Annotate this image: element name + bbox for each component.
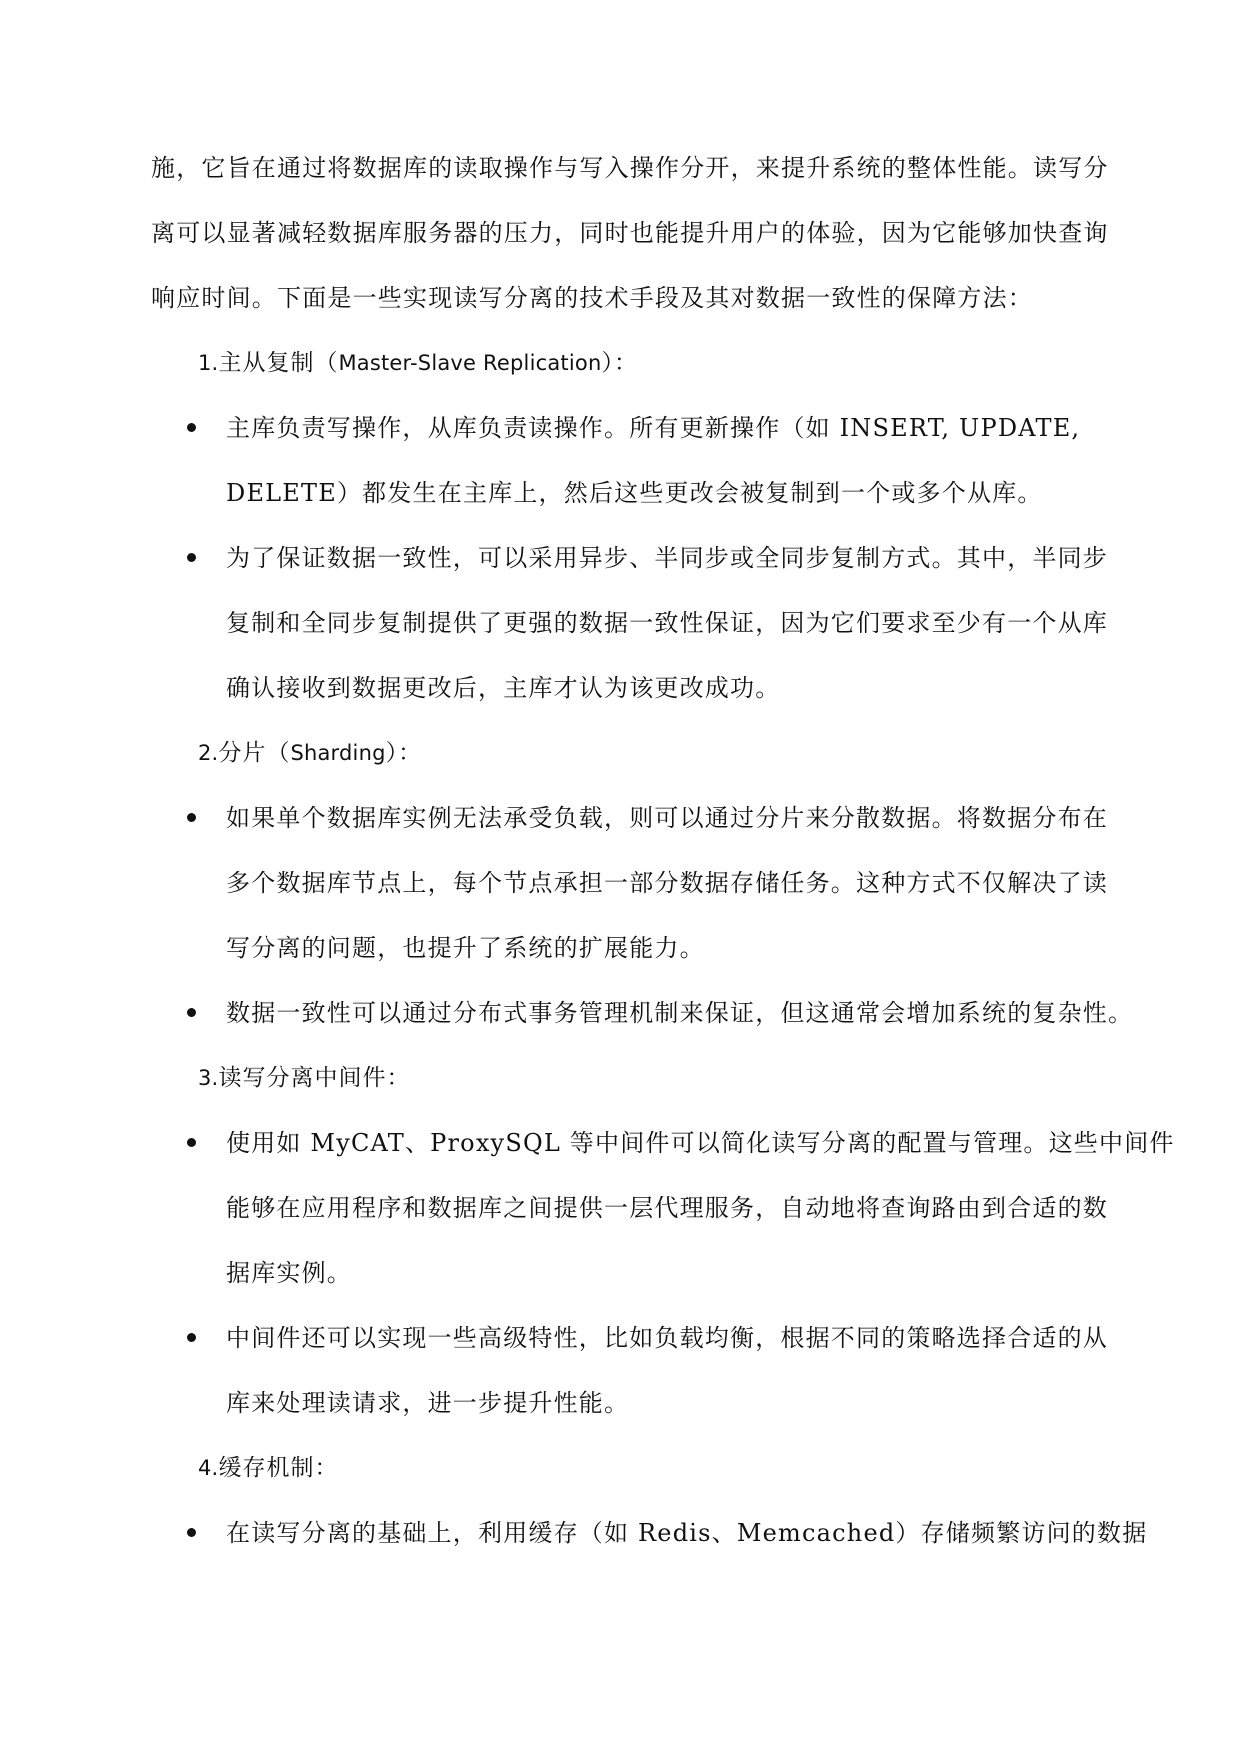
section-title-latin: Sharding: [290, 741, 386, 765]
bullet-text-line: 据库实例。: [226, 1259, 352, 1287]
bullet-icon: [187, 553, 196, 562]
bullet-text-line: 主库负责写操作，从库负责读操作。所有更新操作（如 INSERT, UPDATE,: [226, 414, 1081, 442]
section-title-latin: Master-Slave Replication: [338, 351, 602, 375]
bullet-text-line: 数据一致性可以通过分布式事务管理机制来保证，但这通常会增加系统的复杂性。: [226, 999, 1134, 1027]
bullet-text-line: 在读写分离的基础上，利用缓存（如 Redis、Memcached）存储频繁访问的数据: [226, 1519, 1148, 1547]
section-title-end: ）：: [385, 740, 423, 766]
bullet-text-line: 能够在应用程序和数据库之间提供一层代理服务，自动地将查询路由到合适的数: [226, 1194, 1108, 1222]
bullet-text-line: 中间件还可以实现一些高级特性，比如负载均衡，根据不同的策略选择合适的从: [226, 1324, 1108, 1352]
bullet-icon: [187, 1138, 196, 1147]
section-heading: [198, 348, 638, 378]
bullet-text-line: 库来处理读请求，进一步提升性能。: [226, 1389, 630, 1417]
section-heading: [198, 1453, 338, 1483]
section-heading: [198, 738, 422, 768]
bullet-text-line: 多个数据库节点上，每个节点承担一部分数据存储任务。这种方式不仅解决了读: [226, 869, 1108, 897]
section-number: 3.: [198, 1066, 219, 1090]
section-number: 2.: [198, 741, 219, 765]
bullet-text-line: 使用如 MyCAT、ProxySQL 等中间件可以简化读写分离的配置与管理。这些中间件: [226, 1129, 1175, 1157]
bullet-icon: [187, 1008, 196, 1017]
intro-line: 响应时间。下面是一些实现读写分离的技术手段及其对数据一致性的保障方法：: [151, 284, 1033, 312]
section-title: 读写分离中间件：: [218, 1065, 411, 1091]
bullet-text-line: 为了保证数据一致性，可以采用异步、半同步或全同步复制方式。其中，半同步: [226, 544, 1108, 572]
section-number: 1.: [198, 351, 219, 375]
bullet-text-line: 确认接收到数据更改后，主库才认为该更改成功。: [226, 674, 781, 702]
bullet-text-line: 复制和全同步复制提供了更强的数据一致性保证，因为它们要求至少有一个从库: [226, 609, 1108, 637]
section-heading: [198, 1063, 410, 1093]
bullet-icon: [187, 423, 196, 432]
bullet-text-line: 写分离的问题，也提升了系统的扩展能力。: [226, 934, 705, 962]
section-title: 缓存机制：: [218, 1455, 339, 1481]
section-number: 4.: [198, 1456, 219, 1480]
bullet-text-line: DELETE）都发生在主库上，然后这些更改会被复制到一个或多个从库。: [226, 479, 1043, 507]
intro-line: 离可以显著减轻数据库服务器的压力，同时也能提升用户的体验，因为它能够加快查询: [151, 219, 1109, 247]
bullet-text-line: 如果单个数据库实例无法承受负载，则可以通过分片来分散数据。将数据分布在: [226, 804, 1108, 832]
section-title: 分片（: [218, 740, 291, 766]
bullet-icon: [187, 1528, 196, 1537]
section-title: 主从复制（: [218, 350, 339, 376]
intro-line: 施，它旨在通过将数据库的读取操作与写入操作分开，来提升系统的整体性能。读写分: [151, 154, 1109, 182]
bullet-icon: [187, 813, 196, 822]
bullet-icon: [187, 1333, 196, 1342]
section-title-end: ）：: [601, 350, 638, 376]
